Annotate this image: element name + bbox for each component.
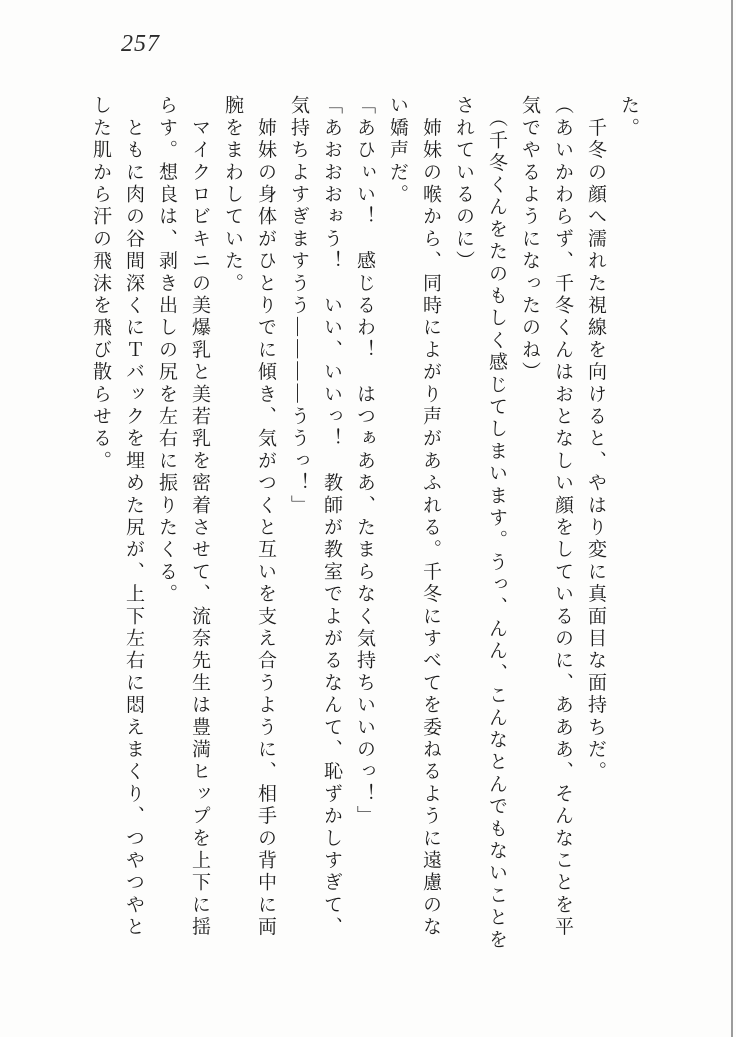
text-line: マイクロビキニの美爆乳と美若乳を密着させて、流奈先生は豊満ヒップを上下に揺 — [189, 95, 210, 939]
page-number: 257 — [121, 31, 160, 57]
text-line: 気でやるようになったのね） — [519, 95, 540, 384]
text-line: らす。想良は、剥き出しの尻を左右に振りたくる。 — [156, 95, 177, 606]
text-line: ともに肉の谷間深くにＴバックを埋めた尻が、上下左右に悶えまくり、つやつやと — [123, 95, 144, 939]
page-edge-scan-line — [731, 0, 733, 1037]
vertical-text-block — [83, 95, 645, 963]
text-line: した肌から汗の飛沫を飛び散らせる。 — [90, 95, 111, 473]
text-line: 腕をまわしていた。 — [222, 95, 243, 295]
text-line: た。 — [618, 95, 639, 140]
text-line: 「あおおおぉう！ いい、いいっ！ 教師が教室でよがるなんて、恥ずかしすぎて、 — [321, 95, 342, 939]
text-line: 「あひぃい！ 感じるわ！ はつぁああ、たまらなく気持ちいいのっ！」 — [354, 95, 375, 828]
text-line: 姉妹の喉から、同時によがり声があふれる。千冬にすべてを委ねるように遠慮のな — [420, 95, 441, 939]
text-line: 姉妹の身体がひとりでに傾き、気がつくと互いを支え合うように、相手の背中に両 — [255, 95, 276, 939]
text-line: 気持ちよすぎますうう――――ううっ！」 — [288, 95, 309, 517]
text-line: （千冬くんをたのもしく感じてしまいます。うっ、んん、こんなとんでもないことを — [486, 95, 507, 952]
text-line: （あいかわらず、千冬くんはおとなしい顔をしているのに、あああ、そんなことを平 — [552, 95, 573, 939]
text-line: い嬌声だ。 — [387, 95, 408, 206]
text-line: 千冬の顔へ濡れた視線を向けると、やはり変に真面目な面持ちだ。 — [585, 95, 606, 784]
text-line: されているのに） — [453, 95, 474, 273]
